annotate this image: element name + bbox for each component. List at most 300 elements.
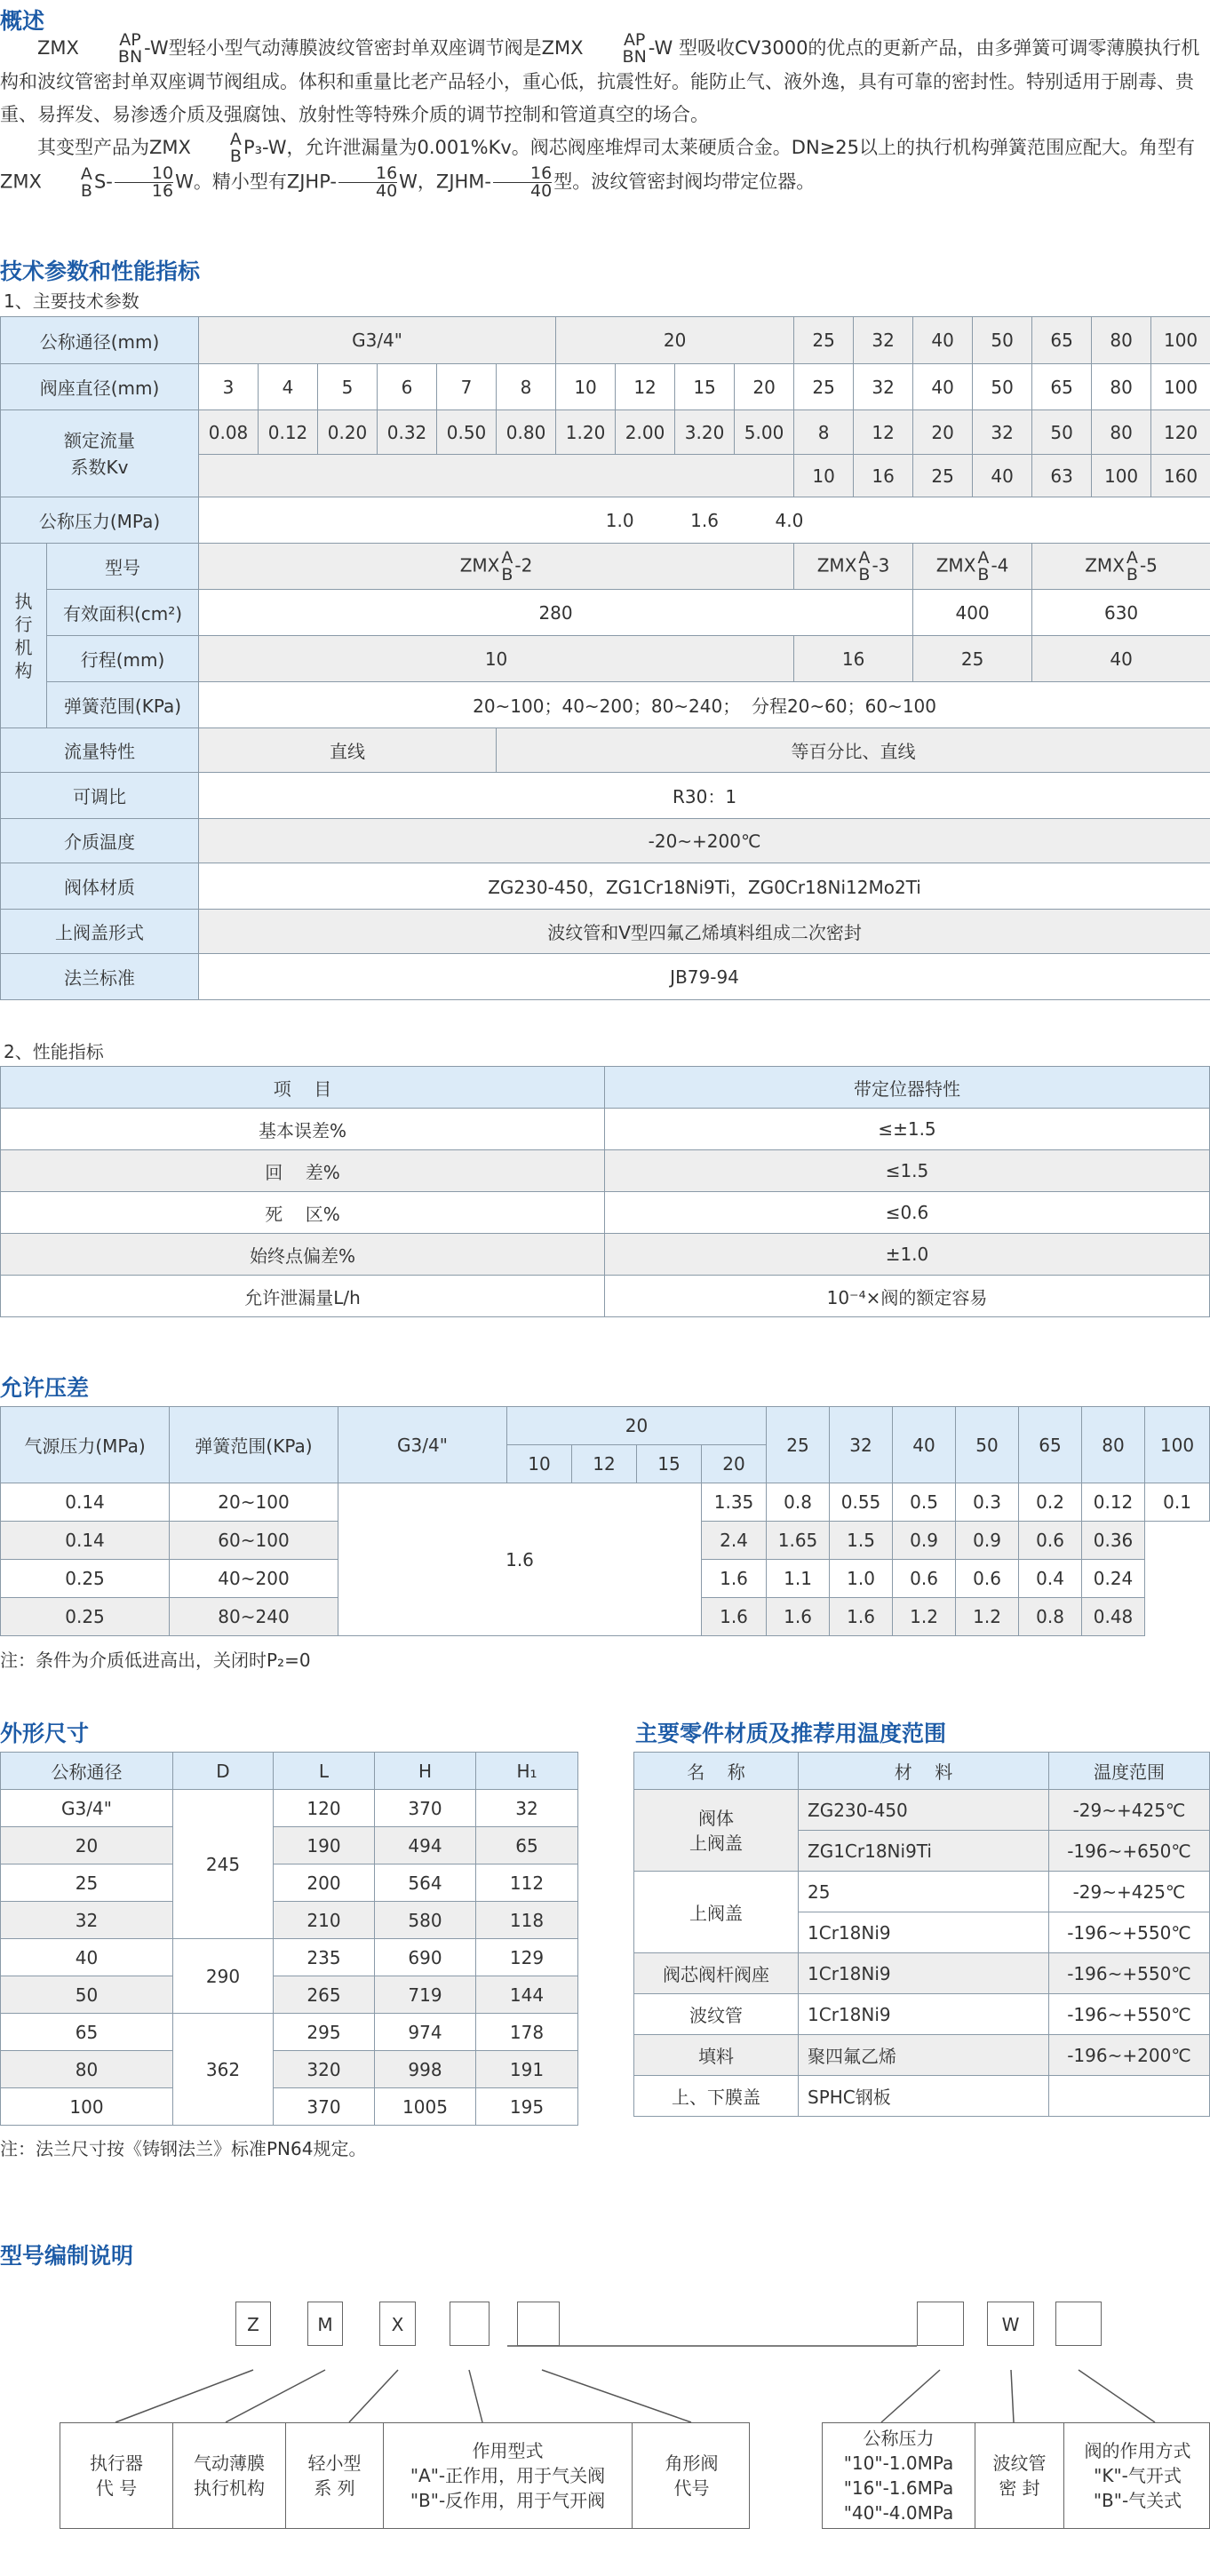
cell: ≤±1.5 bbox=[605, 1109, 1210, 1150]
cell: 400 bbox=[913, 590, 1032, 636]
fraction-bottom: B bbox=[229, 147, 242, 166]
text-run: -W型轻小型气动薄膜波纹管密封单双座调节阀是ZMX bbox=[144, 37, 584, 59]
legend-line: 作用型式 bbox=[472, 2440, 544, 2461]
model-suffix: -4 bbox=[991, 554, 1009, 576]
cell: 719 bbox=[375, 1976, 476, 2014]
cell: 190 bbox=[274, 1827, 375, 1864]
model-suffix: -2 bbox=[514, 554, 533, 576]
legend-action-type bbox=[384, 2423, 633, 2528]
row-label: 型号 bbox=[47, 544, 199, 590]
legend-pneumatic-actuator bbox=[173, 2423, 286, 2528]
cell: 210 bbox=[274, 1902, 375, 1939]
model-suffix: -5 bbox=[1139, 554, 1158, 576]
header-cell: 20 bbox=[702, 1445, 767, 1483]
row-label: 介质温度 bbox=[1, 819, 199, 863]
dims-title: 外形尺寸 bbox=[0, 1721, 90, 1746]
cell: 死 区% bbox=[1, 1192, 605, 1234]
cell: 1.65 bbox=[767, 1522, 830, 1560]
header-cell: 50 bbox=[956, 1407, 1019, 1483]
cell: 50 bbox=[1032, 410, 1092, 455]
cell: 5 bbox=[318, 364, 378, 410]
model-legend-left bbox=[60, 2422, 750, 2529]
header-cell: 15 bbox=[637, 1445, 702, 1483]
cell: 40~200 bbox=[170, 1560, 338, 1598]
cell: 0.5 bbox=[893, 1483, 956, 1522]
cell: 40 bbox=[913, 364, 973, 410]
cell: 0.9 bbox=[893, 1522, 956, 1560]
cell: -196~+550℃ bbox=[1049, 1912, 1210, 1953]
cell: 690 bbox=[375, 1939, 476, 1976]
header-cell: G3/4" bbox=[338, 1407, 507, 1483]
cell: 1.6 bbox=[702, 1598, 767, 1636]
cell: ZG230-450 bbox=[799, 1790, 1049, 1831]
cell: 2.00 bbox=[616, 410, 675, 455]
cell: -196~+650℃ bbox=[1049, 1831, 1210, 1872]
cell: 65 bbox=[1, 2014, 173, 2051]
cell: 0.12 bbox=[259, 410, 318, 455]
connector-line bbox=[881, 2370, 940, 2422]
row-label: 流量特性 bbox=[1, 728, 199, 773]
cell: 120 bbox=[1151, 410, 1210, 455]
cell: 0.14 bbox=[1, 1483, 170, 1522]
model-title: 型号编制说明 bbox=[0, 2243, 134, 2269]
row-label: 公称压力(MPa) bbox=[1, 497, 199, 544]
cell: 20 bbox=[913, 410, 973, 455]
header-cell: H₁ bbox=[476, 1753, 578, 1790]
fraction-top: A bbox=[229, 130, 242, 149]
cell: 100 bbox=[1151, 364, 1210, 410]
connector-line bbox=[1079, 2370, 1155, 2422]
cell: 40 bbox=[1032, 636, 1210, 682]
cell: 32 bbox=[476, 1790, 578, 1827]
cell: 191 bbox=[476, 2051, 578, 2088]
header-cell: 材 料 bbox=[799, 1753, 1049, 1790]
cell: 100 bbox=[1, 2088, 173, 2126]
cell: 112 bbox=[476, 1864, 578, 1902]
cell: SPHC钢板 bbox=[799, 2076, 1049, 2117]
cell: 32 bbox=[1, 1902, 173, 1939]
cell: 0.20 bbox=[318, 410, 378, 455]
cell: 0.6 bbox=[956, 1560, 1019, 1598]
cell: 0.9 bbox=[956, 1522, 1019, 1560]
connector-line bbox=[1011, 2370, 1014, 2422]
connector-line bbox=[349, 2370, 398, 2422]
cell: 50 bbox=[973, 317, 1032, 364]
cell: 20~100；40~200；80~240； 分程20~60；60~100 bbox=[199, 682, 1210, 728]
cell: 0.25 bbox=[1, 1598, 170, 1636]
overview-title: 概述 bbox=[0, 8, 45, 34]
cell: 25 bbox=[913, 455, 973, 497]
text-run: 其变型产品为ZMX bbox=[37, 137, 191, 158]
text-run: -W 型吸收CV3000的优点的更新产品，由多弹簧可调零薄膜执行机构和波纹管密封单双座调节阀组成。体积和重量比老产品轻小，重心低，抗震性好。能防止气、液外逸，具有可靠的密封性。特别适用于剧毒、贵重、易挥发、易渗透介质及强腐蚀、放射性等特殊介质的调节控制和管道真空的场合。 bbox=[0, 37, 1200, 125]
connector-line bbox=[115, 2370, 253, 2422]
fraction-top: AP bbox=[623, 30, 646, 50]
label-line: 系数Kv bbox=[70, 456, 129, 478]
cell: 362 bbox=[173, 2014, 274, 2126]
legend-line: 气动薄膜 bbox=[194, 2453, 265, 2474]
legend-line: 密 封 bbox=[999, 2477, 1040, 2499]
text-run: P₃-W，允许泄漏量为0.001%Kv。阀芯阀座堆焊司太莱硬质合金。DN≥25以上的执行机构弹簧范围应配大。角型有ZMX bbox=[0, 137, 1195, 193]
fraction-bottom: B bbox=[501, 564, 513, 584]
row-label: 可调比 bbox=[1, 773, 199, 819]
cell: 580 bbox=[375, 1902, 476, 1939]
header-cell: 20 bbox=[507, 1407, 767, 1445]
cell: 10 bbox=[794, 455, 854, 497]
legend-line: 波纹管 bbox=[992, 2453, 1047, 2474]
cell: 0.55 bbox=[830, 1483, 893, 1522]
cell: 0.6 bbox=[893, 1560, 956, 1598]
fraction-top: A bbox=[858, 547, 871, 568]
row-label: 有效面积(cm²) bbox=[47, 590, 199, 636]
cell: 直线 bbox=[199, 728, 497, 773]
cell: 195 bbox=[476, 2088, 578, 2126]
code-box-z: Z bbox=[235, 2302, 271, 2346]
header-cell: 气源压力(MPa) bbox=[1, 1407, 170, 1483]
cell: 阀芯阀杆阀座 bbox=[634, 1953, 799, 1994]
cell: 80~240 bbox=[170, 1598, 338, 1636]
cell: 25 bbox=[794, 364, 854, 410]
model-legend-right bbox=[822, 2422, 1210, 2529]
cell: 974 bbox=[375, 2014, 476, 2051]
code-box-action bbox=[450, 2302, 490, 2346]
fraction-bottom: 16 bbox=[151, 181, 174, 201]
model-prefix: ZMX bbox=[935, 554, 976, 576]
header-cell: 项 目 bbox=[1, 1067, 605, 1109]
fraction-top: A bbox=[501, 547, 513, 568]
cell: 630 bbox=[1032, 590, 1210, 636]
legend-line: 角形阀 bbox=[665, 2453, 719, 2474]
cell: 1.0 1.6 4.0 bbox=[199, 497, 1210, 544]
legend-line: "A"-正作用，用于气关阀 bbox=[410, 2465, 606, 2486]
cell: 129 bbox=[476, 1939, 578, 1976]
legend-actuator-code bbox=[60, 2423, 173, 2528]
cell: 235 bbox=[274, 1939, 375, 1976]
cell: 16 bbox=[854, 455, 913, 497]
row-label: 行程(mm) bbox=[47, 636, 199, 682]
text-run: W，ZJHM- bbox=[399, 171, 492, 193]
cell: 32 bbox=[854, 317, 913, 364]
cell: 回 差% bbox=[1, 1150, 605, 1192]
model-suffix: -3 bbox=[872, 554, 890, 576]
cell: 63 bbox=[1032, 455, 1092, 497]
legend-line: 阀的作用方式 bbox=[1084, 2440, 1191, 2461]
cell: 0.6 bbox=[1019, 1522, 1082, 1560]
name-line: 上阀盖 bbox=[689, 1832, 743, 1854]
fraction-bottom: BN bbox=[117, 47, 143, 67]
cell: 0.48 bbox=[1082, 1598, 1145, 1636]
cell: 0.8 bbox=[767, 1483, 830, 1522]
cell: 120 bbox=[274, 1790, 375, 1827]
cell: 聚四氟乙烯 bbox=[799, 2035, 1049, 2076]
legend-line: "B"-气关式 bbox=[1093, 2490, 1182, 2511]
header-cell: 100 bbox=[1145, 1407, 1210, 1483]
cell: 100 bbox=[1151, 317, 1210, 364]
model-prefix: ZMX bbox=[459, 554, 500, 576]
cell: 10⁻⁴×阀的额定容易 bbox=[605, 1276, 1210, 1317]
text-run: ZMX bbox=[37, 37, 79, 59]
code-box-angle bbox=[517, 2302, 560, 2346]
cell: 280 bbox=[199, 590, 913, 636]
legend-series bbox=[286, 2423, 384, 2528]
header-cell: 名 称 bbox=[634, 1753, 799, 1790]
cell: 波纹管 bbox=[634, 1994, 799, 2035]
legend-line: "16"-1.6MPa bbox=[843, 2477, 954, 2499]
cell: ≤1.5 bbox=[605, 1150, 1210, 1192]
cell: 基本误差% bbox=[1, 1109, 605, 1150]
cell: 0.25 bbox=[1, 1560, 170, 1598]
fraction-bottom: B bbox=[80, 180, 92, 201]
legend-angle-valve bbox=[633, 2423, 751, 2528]
cell: 32 bbox=[854, 364, 913, 410]
cell: 0.24 bbox=[1082, 1560, 1145, 1598]
legend-line: 轻小型 bbox=[307, 2453, 362, 2474]
cell: 25 bbox=[1, 1864, 173, 1902]
cell: 1.0 bbox=[830, 1560, 893, 1598]
cell: 1.2 bbox=[956, 1598, 1019, 1636]
cell: 0.12 bbox=[1082, 1483, 1145, 1522]
cell: ZG230-450，ZG1Cr18Ni9Ti，ZG0Cr18Ni12Mo2Ti bbox=[199, 863, 1210, 910]
tech-title: 技术参数和性能指标 bbox=[0, 258, 201, 284]
materials-title: 主要零件材质及推荐用温度范围 bbox=[635, 1721, 947, 1746]
cell: 100 bbox=[1092, 455, 1151, 497]
legend-line: 执行器 bbox=[90, 2453, 143, 2474]
name-line: 阀体 bbox=[698, 1807, 734, 1829]
cell: 20 bbox=[1, 1827, 173, 1864]
cell: 0.2 bbox=[1019, 1483, 1082, 1522]
cell: G3/4" bbox=[1, 1790, 173, 1827]
cell: 4 bbox=[259, 364, 318, 410]
cell: 60~100 bbox=[170, 1522, 338, 1560]
header-cell: 弹簧范围(KPa) bbox=[170, 1407, 338, 1483]
cell: -20~+200℃ bbox=[199, 819, 1210, 863]
legend-line: 代号 bbox=[673, 2477, 710, 2499]
cell: 494 bbox=[375, 1827, 476, 1864]
cell: 1.20 bbox=[556, 410, 616, 455]
cell: 118 bbox=[476, 1902, 578, 1939]
cell: 3.20 bbox=[675, 410, 735, 455]
merged-cell: 1.6 bbox=[338, 1483, 702, 1636]
cell: 178 bbox=[476, 2014, 578, 2051]
header-cell: H bbox=[375, 1753, 476, 1790]
cell: 1Cr18Ni9 bbox=[799, 1994, 1049, 2035]
cell: 1.6 bbox=[767, 1598, 830, 1636]
cell: 20~100 bbox=[170, 1483, 338, 1522]
cell: 0.50 bbox=[437, 410, 497, 455]
cell: 上阀盖 bbox=[634, 1872, 799, 1953]
cell: 12 bbox=[616, 364, 675, 410]
cell: 25 bbox=[794, 317, 854, 364]
legend-line: 公称压力 bbox=[863, 2428, 935, 2449]
fraction-bottom: 40 bbox=[375, 181, 398, 201]
cell: 0.4 bbox=[1019, 1560, 1082, 1598]
cell: 40 bbox=[973, 455, 1032, 497]
cell: 40 bbox=[913, 317, 973, 364]
cell: 65 bbox=[476, 1827, 578, 1864]
row-label: 阀座直径(mm) bbox=[1, 364, 199, 410]
code-box-mode bbox=[1055, 2302, 1102, 2346]
cell: 20 bbox=[556, 317, 794, 364]
cell: 370 bbox=[274, 2088, 375, 2126]
cell: ZG1Cr18Ni9Ti bbox=[799, 1831, 1049, 1872]
cell: 上、下膜盖 bbox=[634, 2076, 799, 2117]
header-cell: 12 bbox=[572, 1445, 637, 1483]
cell: R30：1 bbox=[199, 773, 1210, 819]
fraction-top: 16 bbox=[338, 165, 397, 183]
fraction-bottom: B bbox=[977, 564, 990, 584]
cell: 50 bbox=[1, 1976, 173, 2014]
label-line: 额定流量 bbox=[64, 429, 135, 451]
cell: 1Cr18Ni9 bbox=[799, 1953, 1049, 1994]
cell: 370 bbox=[375, 1790, 476, 1827]
cell: 波纹管和V型四氟乙烯填料组成二次密封 bbox=[199, 910, 1210, 954]
fraction-bottom: B bbox=[858, 564, 871, 584]
header-cell: D bbox=[173, 1753, 274, 1790]
legend-line: 系 列 bbox=[314, 2477, 355, 2499]
cell: 65 bbox=[1032, 364, 1092, 410]
dims-note: 注：法兰尺寸按《铸钢法兰》标准PN64规定。 bbox=[0, 2138, 367, 2159]
fraction-top: A bbox=[977, 547, 990, 568]
fraction-top: 10 bbox=[115, 165, 173, 183]
cell: 50 bbox=[973, 364, 1032, 410]
cell: 160 bbox=[1151, 455, 1210, 497]
cell: 1.2 bbox=[893, 1598, 956, 1636]
fraction-top: AP bbox=[119, 30, 141, 50]
cell: 20 bbox=[735, 364, 794, 410]
legend-line: "B"-反作用，用于气开阀 bbox=[410, 2490, 606, 2511]
cell: 0.36 bbox=[1082, 1522, 1145, 1560]
cell: 1.1 bbox=[767, 1560, 830, 1598]
cell: 144 bbox=[476, 1976, 578, 2014]
header-cell: 带定位器特性 bbox=[605, 1067, 1210, 1109]
cell: 320 bbox=[274, 2051, 375, 2088]
header-cell: 80 bbox=[1082, 1407, 1145, 1483]
cell: 1.35 bbox=[702, 1483, 767, 1522]
model-prefix: ZMX bbox=[816, 554, 857, 576]
header-cell: 公称通径 bbox=[1, 1753, 173, 1790]
cell: 10 bbox=[556, 364, 616, 410]
cell: 0.8 bbox=[1019, 1598, 1082, 1636]
row-label: 公称通径(mm) bbox=[1, 317, 199, 364]
code-box-w: W bbox=[987, 2302, 1034, 2346]
cell: 等百分比、直线 bbox=[497, 728, 1210, 773]
cell: 0.08 bbox=[199, 410, 259, 455]
cell: 1005 bbox=[375, 2088, 476, 2126]
cell: 80 bbox=[1092, 364, 1151, 410]
legend-line: 执行机构 bbox=[194, 2477, 265, 2499]
legend-line: 代 号 bbox=[95, 2477, 138, 2499]
cell: -29~+425℃ bbox=[1049, 1872, 1210, 1912]
legend-nominal-pressure bbox=[823, 2423, 975, 2528]
cell: 290 bbox=[173, 1939, 274, 2014]
model-prefix: ZMX bbox=[1085, 554, 1125, 576]
row-label: 上阀盖形式 bbox=[1, 910, 199, 954]
cell: 32 bbox=[973, 410, 1032, 455]
cell: 0.32 bbox=[378, 410, 437, 455]
cell: 1Cr18Ni9 bbox=[799, 1912, 1049, 1953]
row-label: 阀体材质 bbox=[1, 863, 199, 910]
cell: 允许泄漏量L/h bbox=[1, 1276, 605, 1317]
legend-bellows-seal bbox=[975, 2423, 1064, 2528]
header-cell: 25 bbox=[767, 1407, 830, 1483]
cell: 998 bbox=[375, 2051, 476, 2088]
cell: 5.00 bbox=[735, 410, 794, 455]
text-run: S- bbox=[93, 171, 113, 193]
code-box-x: X bbox=[379, 2302, 416, 2346]
cell: 80 bbox=[1092, 410, 1151, 455]
header-cell: 32 bbox=[830, 1407, 893, 1483]
cell: G3/4" bbox=[199, 317, 556, 364]
code-box-pressure bbox=[917, 2302, 964, 2346]
text-run: W。精小型有ZJHP- bbox=[175, 171, 337, 193]
header-cell: 40 bbox=[893, 1407, 956, 1483]
cell: 564 bbox=[375, 1864, 476, 1902]
row-label: 法兰标准 bbox=[1, 954, 199, 1000]
perf-subtitle: 2、性能指标 bbox=[4, 1041, 104, 1062]
cell: 7 bbox=[437, 364, 497, 410]
cell: -196~+550℃ bbox=[1049, 1994, 1210, 2035]
fraction-top: A bbox=[1126, 547, 1138, 568]
cell: 65 bbox=[1032, 317, 1092, 364]
cell: JB79-94 bbox=[199, 954, 1210, 1000]
cell: 2.4 bbox=[702, 1522, 767, 1560]
header-cell: 65 bbox=[1019, 1407, 1082, 1483]
text-run: 型。波纹管密封阀均带定位器。 bbox=[553, 171, 816, 193]
cell: -196~+200℃ bbox=[1049, 2035, 1210, 2076]
fraction-bottom: 40 bbox=[530, 181, 553, 201]
cell: 1.6 bbox=[702, 1560, 767, 1598]
cell: 8 bbox=[497, 364, 556, 410]
legend-line: "10"-1.0MPa bbox=[843, 2453, 954, 2474]
header-cell: 温度范围 bbox=[1049, 1753, 1210, 1790]
header-cell: 10 bbox=[507, 1445, 572, 1483]
cell: -29~+425℃ bbox=[1049, 1790, 1210, 1831]
cell: 295 bbox=[274, 2014, 375, 2051]
header-cell: L bbox=[274, 1753, 375, 1790]
cell: 12 bbox=[854, 410, 913, 455]
fraction-top: A bbox=[80, 163, 92, 184]
cell: 8 bbox=[794, 410, 854, 455]
cell: 15 bbox=[675, 364, 735, 410]
row-label: 弹簧范围(KPa) bbox=[47, 682, 199, 728]
cell: 0.3 bbox=[956, 1483, 1019, 1522]
cell: 填料 bbox=[634, 2035, 799, 2076]
legend-line: "40"-4.0MPa bbox=[843, 2502, 954, 2524]
dp-title: 允许压差 bbox=[0, 1375, 90, 1401]
vertical-text: 执行机构 bbox=[14, 590, 33, 681]
cell: -196~+550℃ bbox=[1049, 1953, 1210, 1994]
cell: 1.5 bbox=[830, 1522, 893, 1560]
cell: 0.14 bbox=[1, 1522, 170, 1560]
cell: 25 bbox=[799, 1872, 1049, 1912]
cell: 6 bbox=[378, 364, 437, 410]
fraction-bottom: BN bbox=[622, 47, 647, 67]
cell: 245 bbox=[173, 1790, 274, 1939]
cell: 0.80 bbox=[497, 410, 556, 455]
connector-line bbox=[542, 2370, 691, 2422]
connector-line bbox=[226, 2370, 325, 2422]
cell: 80 bbox=[1092, 317, 1151, 364]
legend-line: "K"-气开式 bbox=[1094, 2465, 1182, 2486]
cell: 0.1 bbox=[1145, 1483, 1210, 1522]
cell: ≤0.6 bbox=[605, 1192, 1210, 1234]
cell: 1.6 bbox=[830, 1598, 893, 1636]
tech-subtitle: 1、主要技术参数 bbox=[4, 290, 139, 312]
cell: 始终点偏差% bbox=[1, 1234, 605, 1276]
cell: 16 bbox=[794, 636, 913, 682]
connector-line bbox=[469, 2370, 482, 2422]
code-box-m: M bbox=[307, 2302, 343, 2346]
fraction-bottom: B bbox=[1126, 564, 1138, 584]
